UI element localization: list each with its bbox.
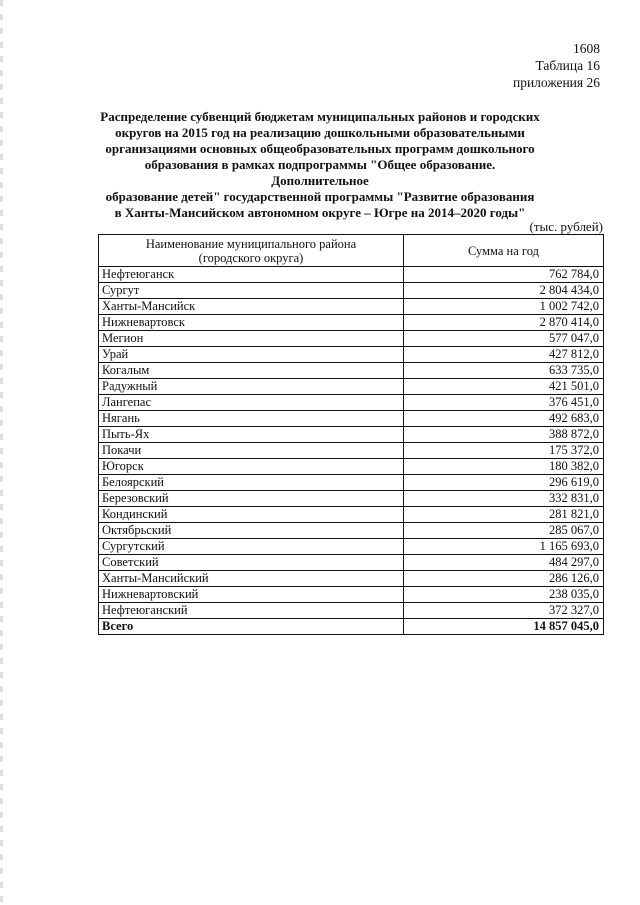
amount-cell: 2 870 414,0 — [404, 315, 604, 331]
table-row — [99, 267, 604, 283]
document-title — [95, 109, 545, 221]
amount-cell: 421 501,0 — [404, 379, 604, 395]
amount-cell: 238 035,0 — [404, 587, 604, 603]
district-name-cell: Нижневартовский — [99, 587, 404, 603]
table-row — [99, 363, 604, 379]
appendix-label: приложения 26 — [512, 75, 600, 90]
column-header-name-line1: Наименование муниципального района — [145, 236, 357, 251]
district-name-cell: Белоярский — [99, 475, 404, 491]
district-name-cell: Радужный — [99, 379, 404, 395]
district-name-cell: Сургутский — [99, 539, 404, 555]
table-row — [99, 331, 604, 347]
district-name-cell: Урай — [99, 347, 404, 363]
amount-cell: 175 372,0 — [404, 443, 604, 459]
column-header-name — [99, 235, 404, 267]
amount-cell: 1 165 693,0 — [404, 539, 604, 555]
amount-cell: 633 735,0 — [404, 363, 604, 379]
district-name-cell: Мегион — [99, 331, 404, 347]
table-row — [99, 347, 604, 363]
page-number: 1608 — [573, 41, 600, 56]
table-row — [99, 283, 604, 299]
subvention-table — [98, 234, 604, 635]
amount-cell: 281 821,0 — [404, 507, 604, 523]
district-name-cell: Кондинский — [99, 507, 404, 523]
amount-cell: 388 872,0 — [404, 427, 604, 443]
table-body — [99, 267, 604, 635]
table-row-total — [99, 619, 604, 635]
amount-cell: 492 683,0 — [404, 411, 604, 427]
title-line: образование детей" государственной программы "Развитие образования — [105, 189, 535, 204]
district-name-cell: Сургут — [99, 283, 404, 299]
amount-cell: 577 047,0 — [404, 331, 604, 347]
table-row — [99, 555, 604, 571]
district-name-cell: Нефтеюганск — [99, 267, 404, 283]
table-row — [99, 587, 604, 603]
table-row — [99, 411, 604, 427]
district-name-cell: Березовский — [99, 491, 404, 507]
table-row — [99, 539, 604, 555]
title-line: образования в рамках подпрограммы "Общее образование. Дополнительное — [144, 157, 496, 188]
amount-cell: 180 382,0 — [404, 459, 604, 475]
district-name-cell: Пыть-Ях — [99, 427, 404, 443]
table-row — [99, 395, 604, 411]
table-row — [99, 603, 604, 619]
total-label: Всего — [99, 619, 404, 635]
amount-cell: 376 451,0 — [404, 395, 604, 411]
title-line: организациями основных общеобразовательных программ дошкольного — [105, 141, 535, 156]
table-header-row — [99, 235, 604, 267]
table-row — [99, 443, 604, 459]
column-header-amount: Сумма на год — [404, 235, 604, 267]
title-line: Распределение субвенций бюджетам муниципальных районов и городских — [100, 109, 540, 124]
amount-cell: 332 831,0 — [404, 491, 604, 507]
amount-cell: 372 327,0 — [404, 603, 604, 619]
amount-cell: 762 784,0 — [404, 267, 604, 283]
table-row — [99, 491, 604, 507]
units-note: (тыс. рублей) — [529, 219, 603, 234]
page-scan-edge — [0, 0, 3, 905]
total-amount: 14 857 045,0 — [404, 619, 604, 635]
amount-cell: 296 619,0 — [404, 475, 604, 491]
title-line: в Ханты-Мансийском автономном округе – Югре на 2014–2020 годы" — [114, 205, 526, 220]
district-name-cell: Ханты-Мансийский — [99, 571, 404, 587]
amount-cell: 286 126,0 — [404, 571, 604, 587]
amount-cell: 427 812,0 — [404, 347, 604, 363]
table-row — [99, 523, 604, 539]
district-name-cell: Ханты-Мансийск — [99, 299, 404, 315]
amount-cell: 484 297,0 — [404, 555, 604, 571]
district-name-cell: Советский — [99, 555, 404, 571]
table-row — [99, 299, 604, 315]
table-row — [99, 475, 604, 491]
table-row — [99, 379, 604, 395]
table-label: Таблица 16 — [535, 58, 600, 73]
district-name-cell: Югорск — [99, 459, 404, 475]
table-row — [99, 427, 604, 443]
table-row — [99, 459, 604, 475]
amount-cell: 285 067,0 — [404, 523, 604, 539]
column-header-name-line2: (городского округа) — [198, 250, 304, 265]
table-row — [99, 571, 604, 587]
amount-cell: 1 002 742,0 — [404, 299, 604, 315]
page-header — [513, 40, 600, 91]
district-name-cell: Нижневартовск — [99, 315, 404, 331]
table-row — [99, 315, 604, 331]
district-name-cell: Октябрьский — [99, 523, 404, 539]
district-name-cell: Нефтеюганский — [99, 603, 404, 619]
district-name-cell: Когалым — [99, 363, 404, 379]
district-name-cell: Покачи — [99, 443, 404, 459]
district-name-cell: Лангепас — [99, 395, 404, 411]
district-name-cell: Нягань — [99, 411, 404, 427]
title-line: округов на 2015 год на реализацию дошкольными образовательными — [115, 125, 525, 140]
table-row — [99, 507, 604, 523]
amount-cell: 2 804 434,0 — [404, 283, 604, 299]
